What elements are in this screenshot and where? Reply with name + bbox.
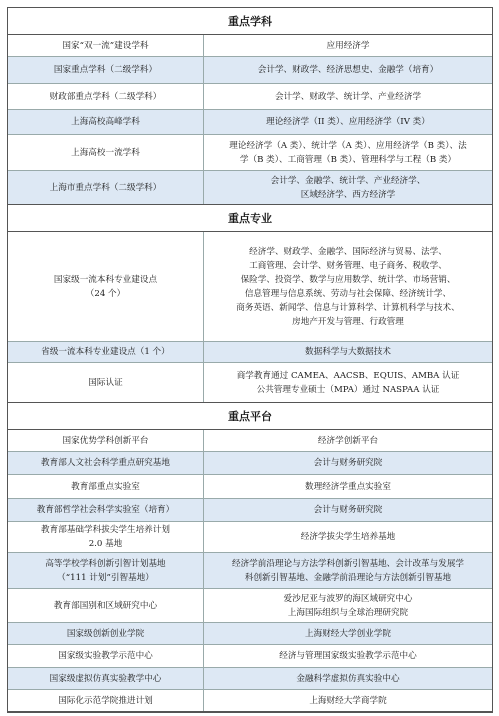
value-label: 会计与财务研究院 bbox=[313, 505, 383, 515]
value-label: 会计学、财政学、统计学、产业经济学 bbox=[274, 91, 422, 102]
value-label: 上海财经大学商学院 bbox=[309, 695, 387, 706]
value-label: 经济学前沿理论与方法学科创新引智基地、会计改革与发展学 科创新引智基地、金融学前沿理论与方法创新引智基地 bbox=[231, 558, 465, 583]
value-cell bbox=[204, 589, 492, 622]
category-cell bbox=[8, 623, 204, 644]
value-cell bbox=[204, 623, 492, 644]
value-cell bbox=[204, 452, 492, 474]
value-label: 经济学拔尖学生培养基地 bbox=[300, 532, 396, 542]
table-row bbox=[8, 668, 492, 690]
category-label: 国家“双一流”建设学科 bbox=[62, 40, 149, 51]
table-row bbox=[8, 35, 492, 57]
table-row bbox=[8, 363, 492, 403]
value-cell bbox=[204, 110, 492, 134]
overview-table bbox=[7, 7, 493, 713]
section-header: 重点平台 bbox=[8, 403, 492, 430]
table-row bbox=[8, 342, 492, 363]
table-row bbox=[8, 623, 492, 645]
category-label: 国家优势学科创新平台 bbox=[62, 435, 149, 446]
value-cell bbox=[204, 135, 492, 170]
value-cell bbox=[204, 84, 492, 109]
value-cell bbox=[204, 171, 492, 204]
category-label: 上海高校高峰学科 bbox=[71, 117, 140, 127]
value-label: 经济学、财政学、金融学、国际经济与贸易、法学、 工商管理、会计学、财务管理、电子商务、税收学、 保险学、投资学、数学与应用数学、统计学、市场营销、 信息管理与信息系统、劳动与社会保障、经济统计学、 商务英语、新闻学、信息与计算科学、计算机科学与技术、 房地产开发与管理、行政管理 bbox=[236, 246, 460, 327]
category-cell bbox=[8, 430, 204, 451]
table-row bbox=[8, 232, 492, 342]
category-label: 国家级创新创业学院 bbox=[66, 628, 145, 639]
category-label: 教育部哲学社会科学实验室（培育） bbox=[36, 505, 175, 515]
value-label: 数据科学与大数据技术 bbox=[305, 347, 391, 357]
value-cell bbox=[204, 645, 492, 667]
category-label: 教育部重点实验室 bbox=[71, 481, 140, 492]
value-cell bbox=[204, 668, 492, 689]
category-cell bbox=[8, 232, 204, 341]
value-cell bbox=[204, 35, 492, 56]
value-cell bbox=[204, 690, 492, 711]
value-label: 理论经济学（A 类）、统计学（A 类）、应用经济学（B 类）、法 学（B 类）、工商管理（B 类）、管理科学与工程（B 类） bbox=[229, 140, 467, 165]
table-row bbox=[8, 690, 492, 712]
value-label: 爱沙尼亚与波罗的海区域研究中心 上海国际组织与全球治理研究院 bbox=[283, 593, 413, 618]
table-row bbox=[8, 110, 492, 135]
value-label: 数理经济学重点实验室 bbox=[305, 481, 391, 492]
value-cell bbox=[204, 430, 492, 451]
category-cell bbox=[8, 171, 204, 204]
value-cell bbox=[204, 363, 492, 402]
value-label: 金融科学虚拟仿真实验中心 bbox=[296, 673, 400, 684]
category-cell bbox=[8, 499, 204, 521]
category-label: 高等学校学科创新引智计划基地 （“111 计划”引智基地） bbox=[45, 558, 166, 583]
category-cell bbox=[8, 57, 204, 83]
value-cell bbox=[204, 553, 492, 588]
value-cell bbox=[204, 475, 492, 498]
category-label: 国家级实验教学示范中心 bbox=[58, 651, 153, 661]
table-row bbox=[8, 430, 492, 452]
category-cell bbox=[8, 84, 204, 109]
category-cell bbox=[8, 110, 204, 134]
category-label: 上海高校一流学科 bbox=[71, 147, 140, 158]
value-cell bbox=[204, 342, 492, 362]
section-header: 重点专业 bbox=[8, 205, 492, 232]
category-label: 国家级虚拟仿真实验教学中心 bbox=[49, 673, 162, 684]
value-label: 商学教育通过 CAMEA、AACSB、EQUIS、AMBA 认证 公共管理专业硕士（MPA）通过 NASPAA 认证 bbox=[236, 370, 460, 395]
table-row bbox=[8, 553, 492, 589]
category-cell bbox=[8, 690, 204, 711]
value-cell bbox=[204, 499, 492, 521]
category-cell bbox=[8, 668, 204, 689]
category-cell bbox=[8, 553, 204, 588]
value-label: 会计学、金融学、统计学、产业经济学、 区域经济学、西方经济学 bbox=[270, 175, 426, 200]
table-row bbox=[8, 135, 492, 171]
table-row bbox=[8, 171, 492, 205]
category-cell bbox=[8, 135, 204, 170]
value-label: 上海财经大学创业学院 bbox=[305, 628, 391, 639]
value-label: 经济学创新平台 bbox=[317, 435, 379, 446]
category-label: 国家重点学科（二级学科） bbox=[53, 65, 158, 75]
category-cell bbox=[8, 35, 204, 56]
table-row bbox=[8, 475, 492, 499]
value-label: 应用经济学 bbox=[326, 40, 370, 51]
category-label: 上海市重点学科（二级学科） bbox=[49, 182, 162, 193]
table-row bbox=[8, 57, 492, 84]
category-label: 教育部基础学科拔尖学生培养计划 2.0 基地 bbox=[41, 525, 170, 549]
category-label: 教育部国别和区域研究中心 bbox=[53, 600, 158, 611]
value-cell bbox=[204, 522, 492, 552]
value-label: 经济与管理国家级实验教学示范中心 bbox=[279, 651, 417, 661]
table-row bbox=[8, 522, 492, 553]
section-header: 重点学科 bbox=[8, 8, 492, 35]
table-row bbox=[8, 84, 492, 110]
category-cell bbox=[8, 342, 204, 362]
value-cell bbox=[204, 57, 492, 83]
category-label: 国家级一流本科专业建设点 （24 个） bbox=[53, 274, 158, 299]
category-label: 国际认证 bbox=[88, 377, 123, 388]
table-row bbox=[8, 589, 492, 623]
category-cell bbox=[8, 522, 204, 552]
value-label: 理论经济学（II 类）、应用经济学（IV 类） bbox=[266, 117, 430, 127]
category-label: 教育部人文社会科学重点研究基地 bbox=[41, 458, 170, 468]
value-label: 会计与财务研究院 bbox=[313, 458, 383, 468]
category-label: 国际化示范学院推进计划 bbox=[58, 695, 153, 706]
category-cell bbox=[8, 645, 204, 667]
category-cell bbox=[8, 475, 204, 498]
table-row bbox=[8, 645, 492, 668]
category-label: 省级一流本科专业建设点（1 个） bbox=[41, 347, 170, 357]
category-cell bbox=[8, 589, 204, 622]
category-cell bbox=[8, 452, 204, 474]
value-label: 会计学、财政学、经济思想史、金融学（培育） bbox=[257, 65, 439, 75]
table-row bbox=[8, 452, 492, 475]
table-row bbox=[8, 499, 492, 522]
category-label: 财政部重点学科（二级学科） bbox=[49, 91, 162, 102]
category-cell bbox=[8, 363, 204, 402]
value-cell bbox=[204, 232, 492, 341]
